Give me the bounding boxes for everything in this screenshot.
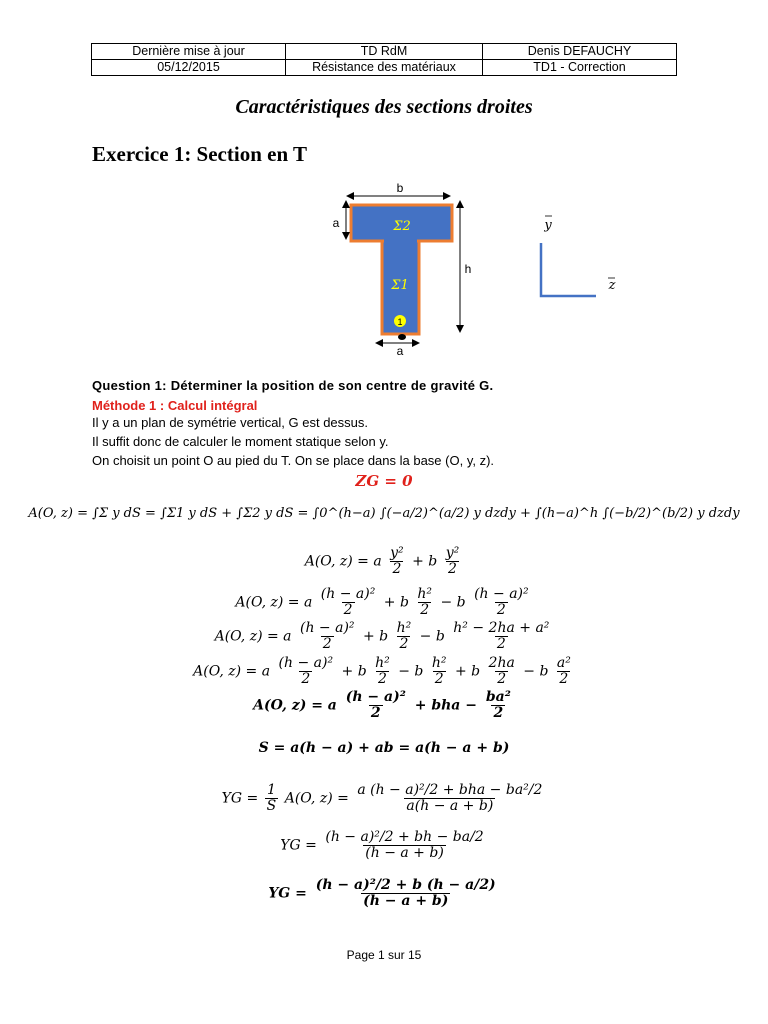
paragraph: On choisit un point O au pied du T. On se place dans la base (O, y, z).: [92, 453, 495, 468]
sigma1-label: Σ1: [391, 278, 409, 293]
sigma2-label: Σ2: [393, 219, 411, 234]
header-cell: 05/12/2015: [92, 60, 286, 76]
question-title: Question 1: Déterminer la position de son centre de gravité G.: [92, 378, 494, 393]
equation-step-1: A(O, z) = a $\frac{\text{y²}}{2}$ + b $\frac{\text{y²}}{2}$: [304, 545, 460, 577]
dim-h-label: h: [464, 262, 472, 276]
header-table: [91, 43, 677, 76]
header-cell: Résistance des matériaux: [286, 60, 483, 76]
t-section-figure: [320, 175, 640, 365]
dim-a-bottom-label: a: [396, 344, 404, 358]
page-footer: Page 1 sur 15: [346, 948, 422, 962]
paragraph: Il suffit donc de calculer le moment statique selon y.: [92, 434, 389, 449]
document-title: Caractéristiques des sections droites: [235, 96, 533, 118]
exercise-title: Exercice 1: Section en T: [92, 142, 308, 166]
paragraph: Il y a un plan de symétrie vertical, G est dessus.: [92, 415, 369, 430]
equation-yg-1: YG = $\frac{1}{S}$ A(O, z) = $\frac{\text{a (h − a)²/2 + bha − ba²/2}}{a(h - a + b)}$: [221, 782, 543, 814]
header-cell: Dernière mise à jour: [92, 44, 286, 60]
equation-step-2: A(O, z) = a $\frac{\text{(h − a)²}}{2}$ + b $\frac{\text{h²}}{2}$ − b $\frac{\text{(h − a)²}}{2}$: [235, 586, 529, 618]
equation-step-3: A(O, z) = a $\frac{\text{(h − a)²}}{2}$ + b $\frac{\text{h²}}{2}$ − b $\frac{\text{h² − 2ha + a²}}{2}$: [214, 620, 550, 652]
axis-z-label: z: [608, 278, 616, 293]
axis-y-label: y: [544, 218, 552, 233]
dim-b-label: b: [396, 181, 404, 195]
equation-area: S = a(h − a) + ab = a(h − a + b): [258, 740, 510, 756]
header-cell: TD1 - Correction: [483, 60, 677, 76]
equation-result-moment: A(O, z) = a $\frac{\text{(h − a)²}}{2}$ + bha − $\frac{\text{ba²}}{2}$: [253, 689, 511, 721]
equation-step-4: A(O, z) = a $\frac{\text{(h − a)²}}{2}$ + b $\frac{\text{h²}}{2}$ − b $\frac{\text{h²}}{2}$ + b $\frac{2ha}{2}$ − b $\frac{\text{a²}}{2}$: [193, 655, 571, 687]
dim-a-top-label: a: [332, 216, 340, 230]
equation-yg-3: YG = $\frac{\text{(h − a)²/2 + b (h − a/2)}}{(h - a + b)}$: [268, 877, 496, 909]
equation-zg: ZG = 0: [355, 472, 413, 490]
header-cell: TD RdM: [286, 44, 483, 60]
equation-yg-2: YG = $\frac{\text{(h − a)²/2 + bh − ba/2}}{(h - a + b)}$: [280, 829, 484, 861]
equation-integral: A(O, z) = ∫Σ y dS = ∫Σ1 y dS + ∫Σ2 y dS = ∫0^(h−a) ∫(−a/2)^(a/2) y dzdy + ∫(h−a)^h ∫(−b/2)^(b/2) y dzdy: [28, 506, 740, 521]
marker-label: 1: [397, 317, 403, 327]
header-cell: Denis DEFAUCHY: [483, 44, 677, 60]
method-title: Méthode 1 : Calcul intégral: [92, 398, 258, 413]
